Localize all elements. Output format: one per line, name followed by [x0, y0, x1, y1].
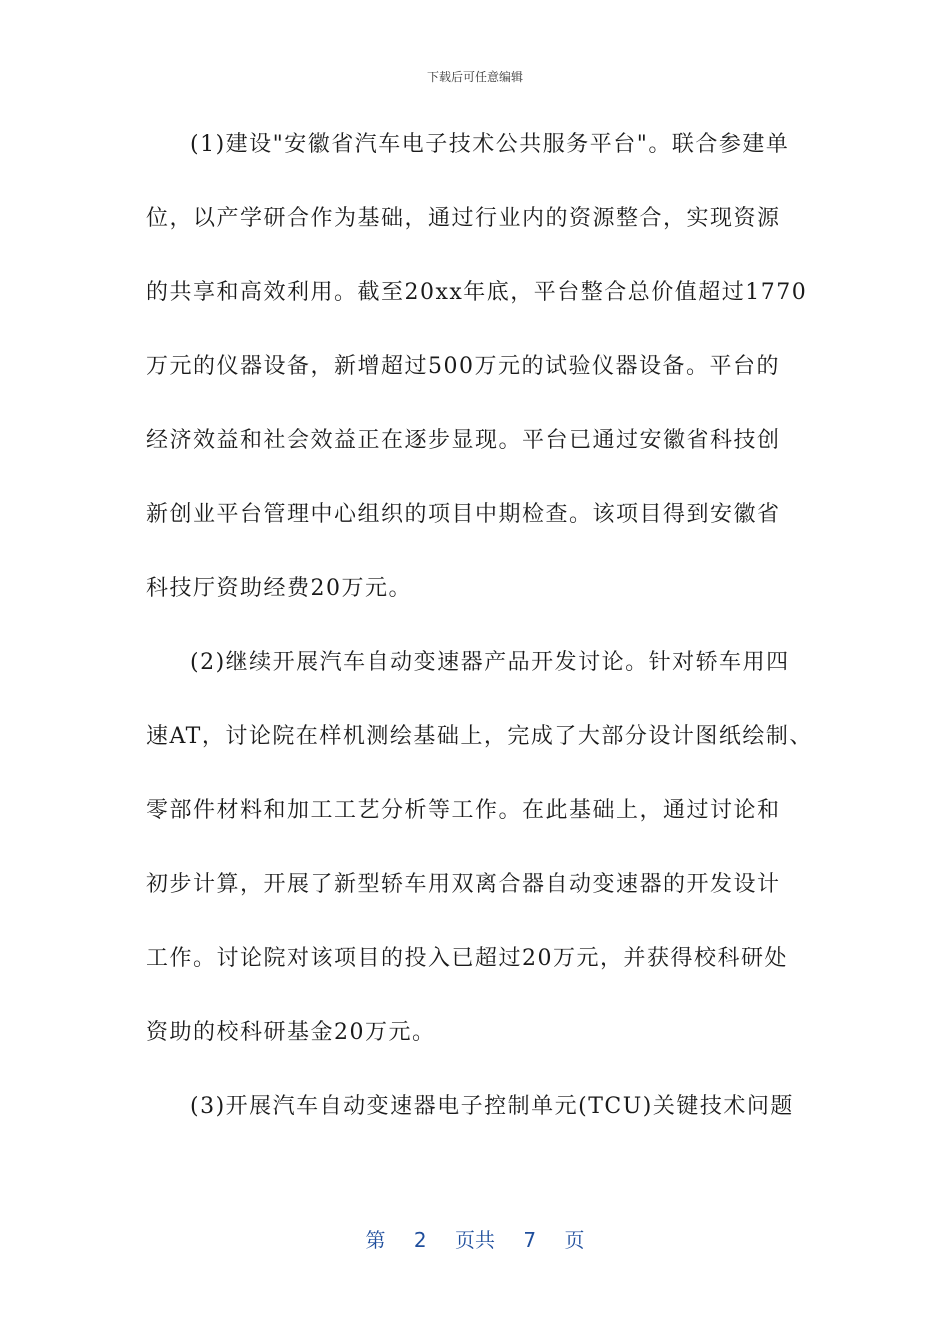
paragraph-2-line-3: 零部件材料和加工工艺分析等工作。在此基础上，通过讨论和 [146, 798, 781, 823]
footer-label-suffix: 页 [564, 1228, 585, 1252]
page-footer [0, 1224, 950, 1253]
paragraph-1-line-4: 万元的仪器设备，新增超过500万元的试验仪器设备。平台的 [146, 354, 780, 379]
paragraph-1-line-5: 经济效益和社会效益正在逐步显现。平台已通过安徽省科技创 [146, 428, 781, 453]
paragraph-2-line-6: 资助的校科研基金20万元。 [146, 1020, 436, 1045]
paragraph-3-line-1: (3)开展汽车自动变速器电子控制单元(TCU)关键技术问题 [190, 1094, 794, 1119]
footer-total-pages: 7 [523, 1228, 537, 1252]
paragraph-1-line-7: 科技厅资助经费20万元。 [146, 576, 412, 601]
paragraph-2-line-1: (2)继续开展汽车自动变速器产品开发讨论。针对轿车用四 [190, 650, 790, 675]
paragraph-1-line-6: 新创业平台管理中心组织的项目中期检查。该项目得到安徽省 [146, 502, 781, 527]
paragraph-2-line-2: 速AT，讨论院在样机测绘基础上，完成了大部分设计图纸绘制、 [146, 724, 813, 749]
footer-label-middle: 页共 [455, 1228, 495, 1252]
paragraph-1-line-2: 位，以产学研合作为基础，通过行业内的资源整合，实现资源 [146, 206, 781, 231]
footer-label-prefix: 第 [365, 1228, 386, 1252]
paragraph-1-line-3: 的共享和高效利用。截至20xx年底，平台整合总价值超过1770 [146, 280, 808, 305]
paragraph-1-line-1: (1)建设"安徽省汽车电子技术公共服务平台"。联合参建单 [190, 132, 790, 157]
paragraph-2-line-5: 工作。讨论院对该项目的投入已超过20万元，并获得校科研处 [146, 946, 788, 971]
document-body [146, 126, 813, 1162]
footer-current-page: 2 [413, 1228, 427, 1252]
paragraph-2-line-4: 初步计算，开展了新型轿车用双离合器自动变速器的开发设计 [146, 872, 781, 897]
page-header: 下载后可任意编辑 [426, 70, 523, 84]
